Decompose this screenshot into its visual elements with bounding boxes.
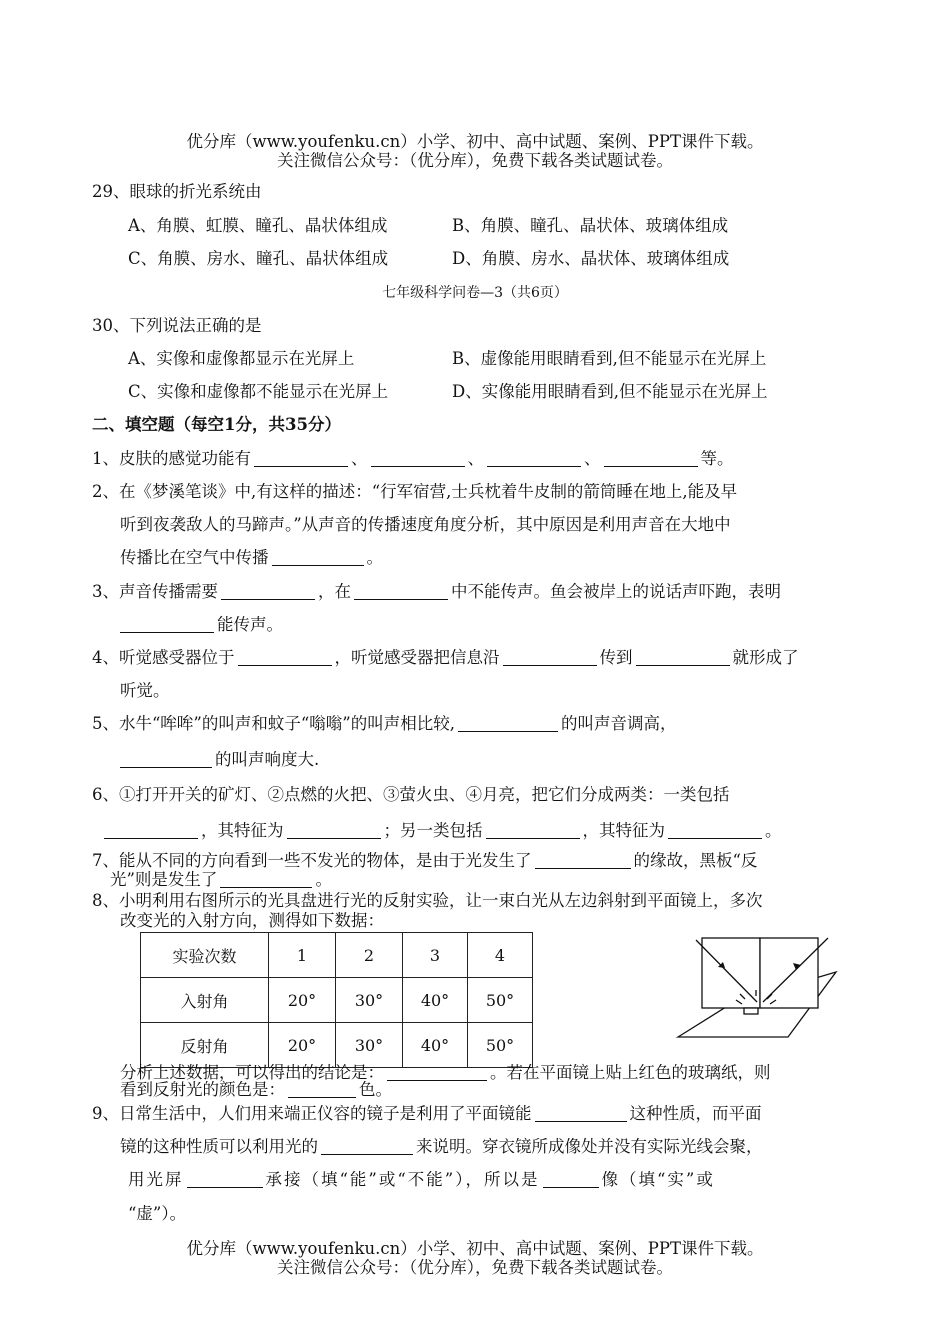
q30-option-a: A、实像和虚像都显示在光屏上: [128, 349, 355, 368]
blank[interactable]: [288, 1081, 356, 1098]
fill-6-line-1: 6、①打开开关的矿灯、②点燃的火把、③萤火虫、④月亮，把它们分成两类：一类包括: [92, 785, 730, 804]
table-cell: 20°: [269, 1023, 336, 1068]
q29-stem: 29、眼球的折光系统由: [92, 182, 262, 201]
blank[interactable]: [387, 1064, 487, 1081]
blank[interactable]: [486, 822, 580, 839]
table-header-cell: 2: [336, 933, 403, 978]
blank[interactable]: [535, 1105, 627, 1122]
blank[interactable]: [371, 450, 465, 467]
fill-7-line-2: 光”则是发生了 。: [110, 870, 332, 889]
fill-2-line-2: 听到夜袭敌人的马蹄声。”从声音的传播速度角度分析，其中原因是利用声音在大地中: [120, 515, 731, 534]
table-cell: 30°: [336, 978, 403, 1023]
fill-8-conclusion-line: 分析上述数据，可以得出的结论是： 。若在平面镜上贴上红色的玻璃纸，则: [120, 1063, 771, 1082]
fill-4-line-2: 听觉。: [120, 681, 170, 700]
q30-stem: 30、下列说法正确的是: [92, 316, 262, 335]
blank[interactable]: [272, 549, 364, 566]
fill-3-line-2: 能传声。: [120, 615, 283, 635]
fill-8-line-1: 8、小明利用右图所示的光具盘进行光的反射实验，让一束白光从左边斜射到平面镜上，多次: [92, 891, 763, 910]
q30-option-b: B、虚像能用眼睛看到,但不能显示在光屏上: [452, 349, 767, 368]
section-title: 二、填空题（每空1分，共35分）: [92, 415, 341, 434]
blank[interactable]: [636, 649, 730, 666]
fill-2-line-3: 传播比在空气中传播 。: [120, 548, 383, 567]
table-header-cell: 实验次数: [141, 933, 269, 978]
q30-option-c: C、实像和虚像都不能显示在光屏上: [128, 382, 389, 401]
fill-5-line-2: 的叫声响度大.: [120, 750, 319, 770]
blank[interactable]: [120, 616, 214, 633]
fill-4-line-1: 4、听觉感受器位于 ，听觉感受器把信息沿 传到 就形成了: [92, 648, 799, 667]
table-row: [141, 978, 533, 1023]
footer-line-1: 优分库（www.youfenku.cn）小学、初中、高中试题、案例、PPT课件下载。: [186, 1239, 764, 1258]
blank[interactable]: [535, 852, 631, 869]
blank[interactable]: [254, 450, 348, 467]
q29-option-a: A、角膜、虹膜、瞳孔、晶状体组成: [128, 216, 388, 235]
header-line-2: 关注微信公众号：（优分库），免费下载各类试题试卷。: [277, 151, 673, 170]
fill-9-line-4: “虚”）。: [128, 1204, 187, 1223]
footer-line-2: 关注微信公众号：（优分库），免费下载各类试题试卷。: [277, 1258, 673, 1277]
blank[interactable]: [604, 450, 698, 467]
screen-left-half: [702, 938, 760, 1008]
table-header-cell: 1: [269, 933, 336, 978]
fill-9-line-1: 9、日常生活中，人们用来端正仪容的镜子是利用了平面镜能 这种性质，而平面: [92, 1104, 762, 1123]
header-line-1: 优分库（www.youfenku.cn）小学、初中、高中试题、案例、PPT课件下载。: [186, 132, 764, 151]
blank[interactable]: [220, 871, 312, 888]
table-cell: 30°: [336, 1023, 403, 1068]
q29-option-b: B、角膜、瞳孔、晶状体、玻璃体组成: [452, 216, 729, 235]
blank[interactable]: [321, 1138, 413, 1155]
q29-option-d: D、角膜、房水、晶状体、玻璃体组成: [452, 249, 730, 268]
blank[interactable]: [487, 450, 581, 467]
plane-mirror: [744, 1008, 758, 1014]
reflection-data-table: [140, 932, 533, 1068]
fill-8-line-2: 改变光的入射方向，测得如下数据：: [120, 911, 384, 930]
fill-9-line-3: 用光屏 承接（填“能”或“不能”），所以是 像（填“实”或: [128, 1170, 715, 1189]
table-cell: 40°: [403, 978, 468, 1023]
table-row: [141, 1023, 533, 1068]
blank[interactable]: [187, 1171, 263, 1188]
blank[interactable]: [354, 583, 448, 600]
table-row: [141, 933, 533, 978]
table-cell: 20°: [269, 978, 336, 1023]
fill-1: 1、皮肤的感觉功能有 、 、 、 等。: [92, 449, 734, 468]
blank[interactable]: [120, 751, 212, 768]
light-reflection-apparatus-diagram: [668, 930, 848, 1045]
fill-2-line-1: 2、在《梦溪笔谈》中,有这样的描述：“行军宿营,士兵枕着牛皮制的箭筒睡在地上,能及早: [92, 482, 738, 501]
blank[interactable]: [543, 1171, 599, 1188]
q30-option-d: D、实像能用眼睛看到,但不能显示在光屏上: [452, 382, 768, 401]
table-cell: 入射角: [141, 978, 269, 1023]
page-label: 七年级科学问卷—3（共6页）: [382, 285, 568, 301]
fill-3-line-1: 3、声音传播需要 ，在 中不能传声。鱼会被岸上的说话声吓跑，表明: [92, 582, 781, 601]
table-cell: 50°: [468, 978, 533, 1023]
blank[interactable]: [668, 822, 762, 839]
table-cell: 50°: [468, 1023, 533, 1068]
fill-5-line-1: 5、水牛“哞哞”的叫声和蚊子“嗡嗡”的叫声相比较, 的叫声音调高，: [92, 714, 677, 733]
fill-8-color-line: 看到反射光的颜色是： 色。: [120, 1080, 392, 1099]
table-cell: 40°: [403, 1023, 468, 1068]
fill-6-line-2: ，其特征为 ；另一类包括 ，其特征为 。: [104, 821, 782, 841]
q29-option-c: C、角膜、房水、瞳孔、晶状体组成: [128, 249, 389, 268]
blank[interactable]: [221, 583, 315, 600]
fill-7-line-1: 7、能从不同的方向看到一些不发光的物体，是由于光发生了 的缘故，黑板“反: [92, 851, 758, 870]
blank[interactable]: [238, 649, 332, 666]
table-cell: 反射角: [141, 1023, 269, 1068]
blank[interactable]: [104, 822, 198, 839]
table-header-cell: 3: [403, 933, 468, 978]
fill-9-line-2: 镜的这种性质可以利用光的 来说明。穿衣镜所成像处并没有实际光线会聚，: [120, 1137, 763, 1156]
blank[interactable]: [287, 822, 381, 839]
table-header-cell: 4: [468, 933, 533, 978]
blank[interactable]: [458, 715, 558, 732]
blank[interactable]: [503, 649, 597, 666]
